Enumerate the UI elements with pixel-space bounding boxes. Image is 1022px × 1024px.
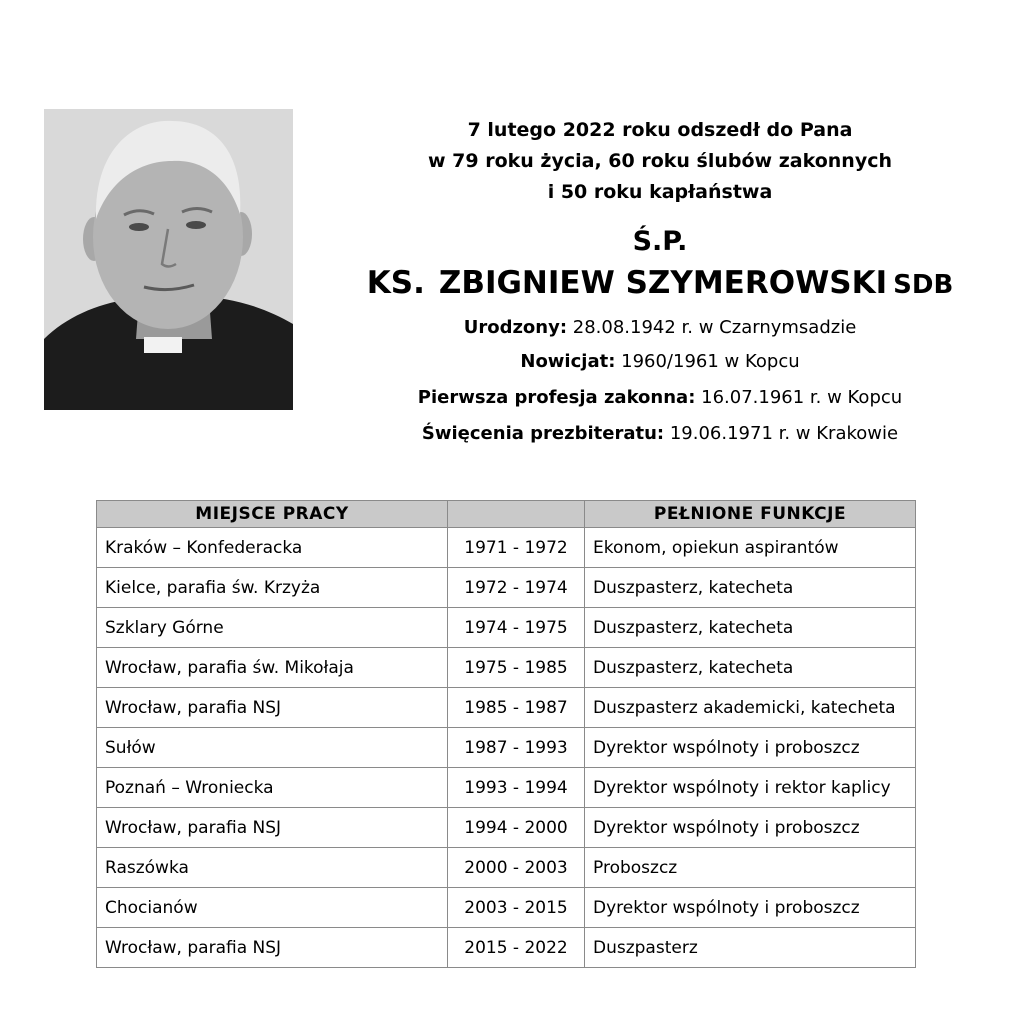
cell-function: Duszpasterz: [585, 928, 916, 968]
sp-heading: Ś.P.: [632, 226, 688, 257]
fact-label: Urodzony:: [463, 317, 568, 338]
table-row: [97, 528, 916, 568]
cell-function: Duszpasterz, katecheta: [585, 648, 916, 688]
fact-value: 19.06.1971 r. w Krakowie: [664, 423, 899, 444]
cell-function: Duszpasterz, katecheta: [585, 568, 916, 608]
table-row: [97, 648, 916, 688]
fact-born: [300, 312, 1020, 344]
priest-name: [300, 262, 1020, 306]
fact-ordination: [300, 418, 1020, 450]
table-row: [97, 848, 916, 888]
portrait-illustration: [44, 109, 293, 410]
name-full: ZBIGNIEW SZYMEROWSKI: [438, 265, 888, 301]
cell-years: 1974 - 1975: [448, 608, 585, 648]
cell-place: Raszówka: [97, 848, 448, 888]
fact-novitiate: [300, 346, 1020, 378]
fact-value: 28.08.1942 r. w Czarnymsadzie: [567, 317, 857, 338]
cell-years: 1972 - 1974: [448, 568, 585, 608]
death-notice: [300, 115, 1020, 208]
cell-place: Wrocław, parafia NSJ: [97, 688, 448, 728]
header-function: PEŁNIONE FUNKCJE: [585, 501, 916, 528]
table-row: [97, 808, 916, 848]
header-place: MIEJSCE PRACY: [97, 501, 448, 528]
cell-place: Sułów: [97, 728, 448, 768]
notice-line-3: i 50 roku kapłaństwa: [547, 181, 773, 203]
cell-years: 1985 - 1987: [448, 688, 585, 728]
cell-place: Kraków – Konfederacka: [97, 528, 448, 568]
table-header-row: [97, 501, 916, 528]
notice-line-1: 7 lutego 2022 roku odszedł do Pana: [467, 119, 853, 141]
cell-years: 1975 - 1985: [448, 648, 585, 688]
table-row: [97, 768, 916, 808]
cell-years: 2000 - 2003: [448, 848, 585, 888]
cell-years: 1987 - 1993: [448, 728, 585, 768]
table-row: [97, 728, 916, 768]
cell-function: Dyrektor wspólnoty i rektor kaplicy: [585, 768, 916, 808]
portrait-photo: [44, 109, 293, 410]
table-row: [97, 888, 916, 928]
work-history-table: [96, 500, 916, 968]
cell-place: Wrocław, parafia św. Mikołaja: [97, 648, 448, 688]
cell-years: 1994 - 2000: [448, 808, 585, 848]
cell-function: Proboszcz: [585, 848, 916, 888]
table-row: [97, 608, 916, 648]
cell-years: 2003 - 2015: [448, 888, 585, 928]
cell-function: Duszpasterz, katecheta: [585, 608, 916, 648]
name-suffix: SDB: [893, 270, 954, 300]
cell-years: 2015 - 2022: [448, 928, 585, 968]
cell-function: Ekonom, opiekun aspirantów: [585, 528, 916, 568]
notice-line-2: w 79 roku życia, 60 roku ślubów zakonnych: [427, 150, 892, 172]
cell-place: Chocianów: [97, 888, 448, 928]
fact-value: 1960/1961 w Kopcu: [615, 351, 800, 372]
cell-place: Poznań – Wroniecka: [97, 768, 448, 808]
fact-value: 16.07.1961 r. w Kopcu: [695, 387, 903, 408]
cell-function: Dyrektor wspólnoty i proboszcz: [585, 808, 916, 848]
cell-place: Szklary Górne: [97, 608, 448, 648]
cell-years: 1971 - 1972: [448, 528, 585, 568]
header-years: [448, 501, 585, 528]
cell-function: Dyrektor wspólnoty i proboszcz: [585, 888, 916, 928]
fact-label: Nowicjat:: [520, 351, 616, 372]
fact-first-profession: [300, 382, 1020, 414]
cell-place: Wrocław, parafia NSJ: [97, 928, 448, 968]
table-row: [97, 568, 916, 608]
cell-years: 1993 - 1994: [448, 768, 585, 808]
table-row: [97, 928, 916, 968]
table-row: [97, 688, 916, 728]
cell-function: Duszpasterz akademicki, katecheta: [585, 688, 916, 728]
cell-place: Wrocław, parafia NSJ: [97, 808, 448, 848]
fact-label: Pierwsza profesja zakonna:: [417, 387, 696, 408]
cell-place: Kielce, parafia św. Krzyża: [97, 568, 448, 608]
fact-label: Święcenia prezbiteratu:: [421, 423, 665, 444]
cell-function: Dyrektor wspólnoty i proboszcz: [585, 728, 916, 768]
name-prefix: KS.: [366, 265, 425, 301]
